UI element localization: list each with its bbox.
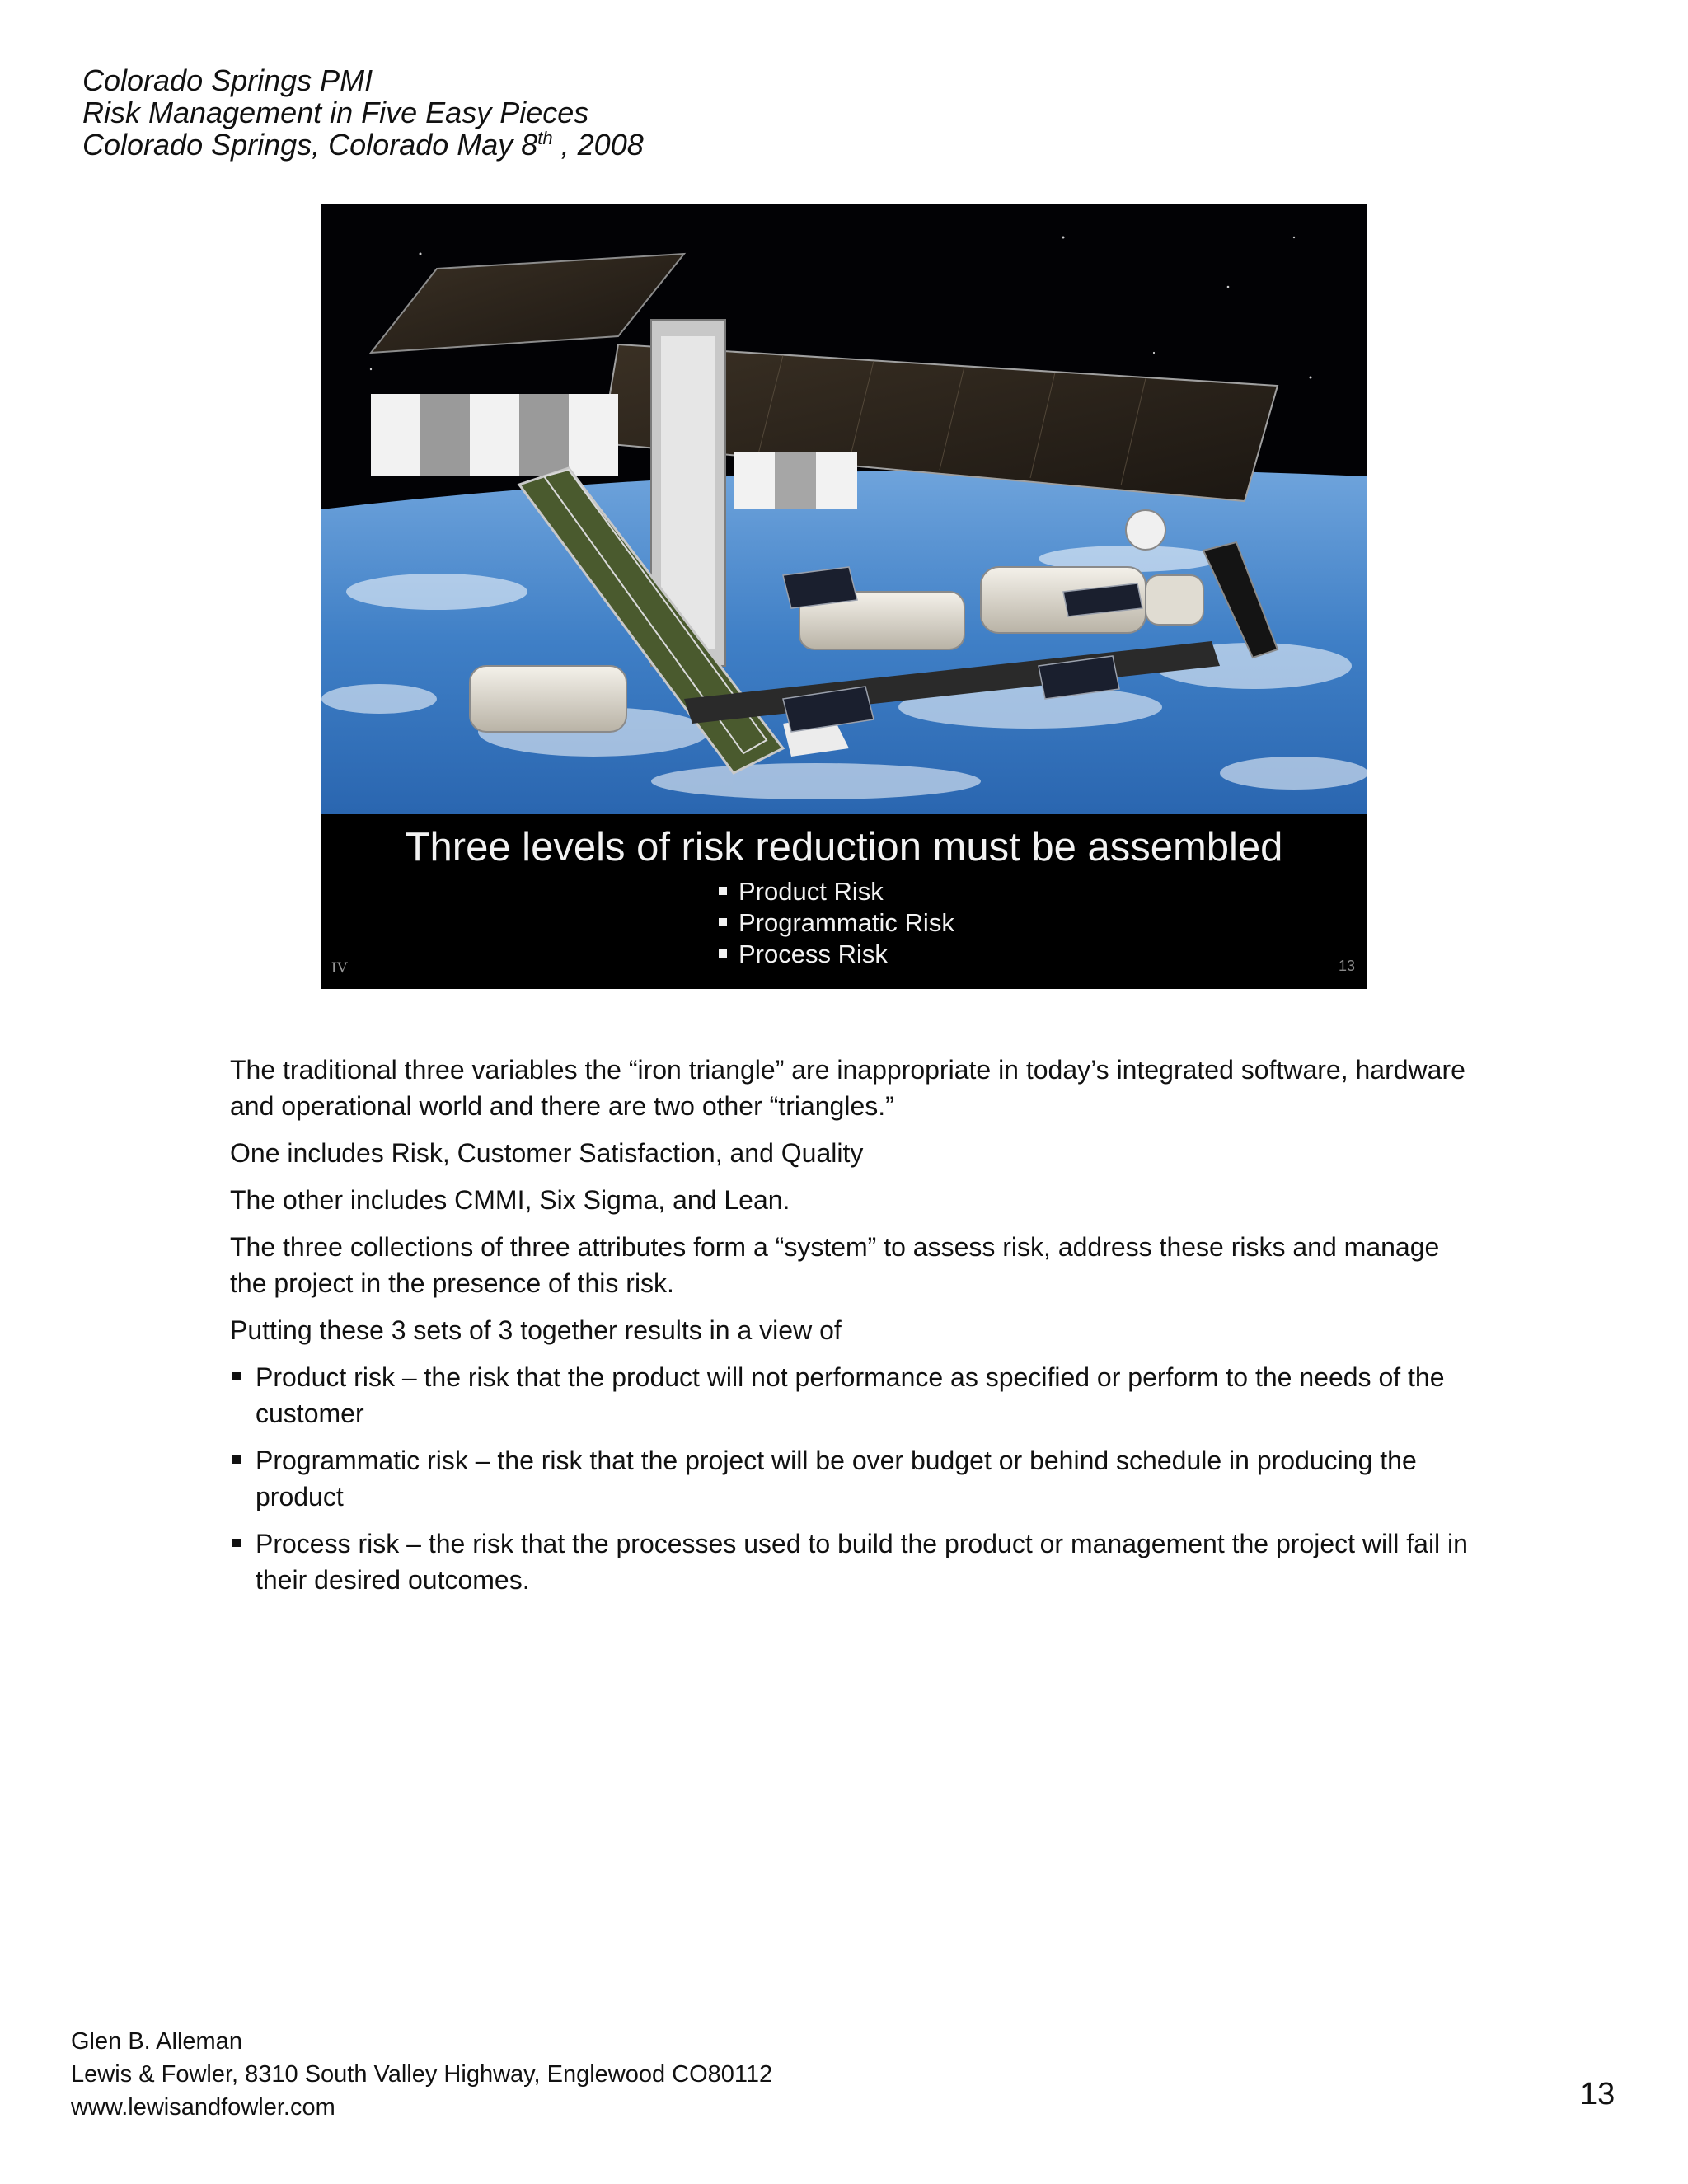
page-number: 13 — [1580, 2077, 1615, 2111]
bullet-square-icon — [232, 1539, 241, 1547]
bullet-square-icon — [232, 1372, 241, 1380]
slide-bullet-text: Product Risk — [738, 877, 884, 906]
risk-list-item — [230, 1442, 1483, 1515]
body-paragraph: One includes Risk, Customer Satisfaction, and Quality — [230, 1138, 864, 1168]
slide-bullet-item — [719, 876, 954, 907]
slide-bullet-text: Programmatic Risk — [738, 908, 954, 937]
slide-bullet-text: Process Risk — [738, 940, 888, 968]
document-footer — [71, 2025, 772, 2124]
body-paragraph: The other includes CMMI, Six Sigma, and Lean. — [230, 1185, 790, 1215]
risk-list-text: Programmatic risk – the risk that the project will be over budget or behind schedule in producing the product — [256, 1446, 1417, 1511]
header-location-date — [82, 129, 644, 161]
document-header — [82, 64, 644, 161]
footer-address: Lewis & Fowler, 8310 South Valley Highway, Englewood CO80112 — [71, 2061, 773, 2088]
footer-website: www.lewisandfowler.com — [71, 2094, 335, 2121]
slide-bullet-list — [719, 876, 954, 970]
body-paragraph: Putting these 3 sets of 3 together results in a view of — [230, 1315, 842, 1345]
risk-list-text: Process risk – the risk that the processes used to build the product or management the project will fail in their desired outcomes. — [256, 1529, 1468, 1595]
bullet-square-icon — [719, 918, 727, 926]
slide-title: Three levels of risk reduction must be assembled — [405, 825, 1283, 869]
bullet-square-icon — [719, 887, 727, 895]
bullet-square-icon — [232, 1455, 241, 1464]
bullet-square-icon — [719, 949, 727, 958]
header-presentation-title: Risk Management in Five Easy Pieces — [82, 96, 589, 129]
slide-image — [321, 204, 1367, 989]
slide-number: 13 — [1338, 958, 1355, 974]
risk-list-text: Product risk – the risk that the product will not performance as specified or perform to the needs of the customer — [256, 1362, 1445, 1428]
body-paragraph: The traditional three variables the “iron triangle” are inappropriate in today’s integrated software, hardware and operational world and there are two other “triangles.” — [230, 1055, 1465, 1121]
body-text — [230, 1052, 1483, 1609]
slide-section-label: IV — [331, 959, 349, 977]
slide-bullet-item — [719, 907, 954, 939]
footer-author: Glen B. Alleman — [71, 2028, 242, 2055]
risk-list — [230, 1359, 1483, 1598]
slide-bullet-item — [719, 939, 954, 970]
header-location-date-suffix: , 2008 — [552, 128, 644, 162]
body-paragraph: The three collections of three attributes form a “system” to assess risk, address these risks and manage the project in the presence of this risk. — [230, 1232, 1440, 1298]
header-location-date-prefix: Colorado Springs, Colorado May 8 — [82, 128, 538, 162]
risk-list-item — [230, 1526, 1483, 1598]
space-station-illustration — [321, 204, 1367, 814]
risk-list-item — [230, 1359, 1483, 1432]
header-date-ordinal: th — [537, 128, 553, 148]
header-organization: Colorado Springs PMI — [82, 63, 373, 97]
